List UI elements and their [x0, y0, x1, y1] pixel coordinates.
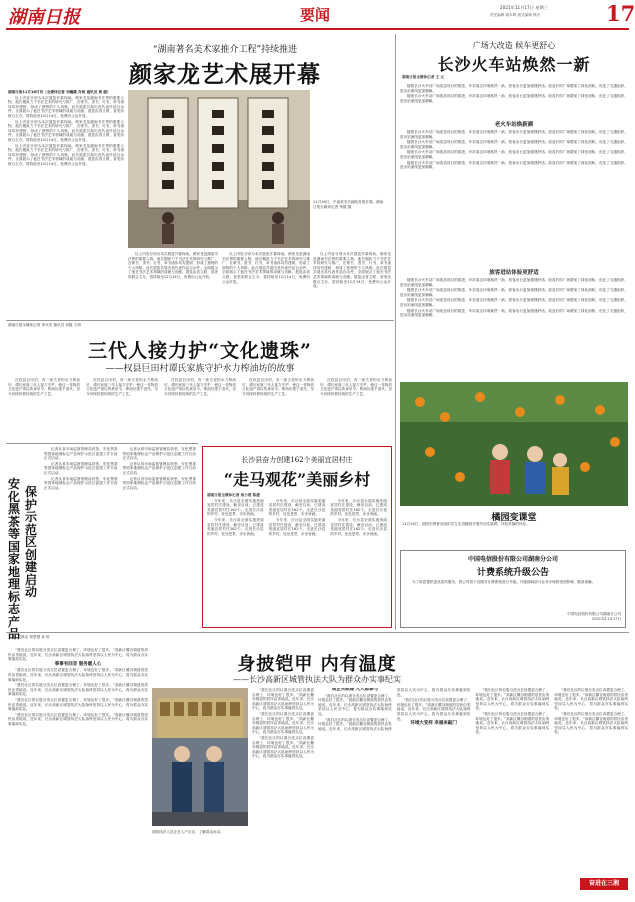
heritage-headline: 三代人接力护“文化遗珠” [88, 340, 312, 362]
editor-credits: 责任编辑 姚本辉 版式编辑 熊可 [490, 13, 541, 17]
section-divider-2 [6, 443, 198, 444]
masthead-rule [6, 28, 629, 30]
art-body-text: 以上内容分别为本次展览开幕现场。颜家龙是湖南书法界的重要人物，他长期致力于书法艺术的研究与推广，在篆书、隶书、行书、草书诸体均有建树，形成了独特的个人风格。此次展览共展出其代表作品百余件，全面展示了他在书法艺术领域的成就与贡献。展览由省文联、省美协联合主办，将持续至12月14日，免费向公众开放。 [8, 95, 124, 118]
art-headline: 颜家龙艺术展开幕 [129, 61, 321, 88]
art-body-text-5: 以上内容分别为本次展览开幕现场。颜家龙是湖南书法界的重要人物，他长期致力于书法艺术的研究与推广，在篆书、隶书、行书、草书诸体均有建树，形成了独特的个人风格。此次展览共展出其代表作品百余件，全面展示了他在书法艺术领域的成就与贡献。展览由省文联、省美协联合主办，将持续至12月14日，免费向公众开放。 [222, 252, 310, 284]
law-body-text-15: “我们社区的垃圾分类点位设置更合理了，环境也好了很多。”高新区麓谷街道的居民由衷地说。近年来，长沙高新区城管执法大队始终坚持以人民为中心，将为群众办实事落到实处。 [554, 711, 628, 735]
exhibition-gallery-image [128, 90, 310, 248]
notice-body-text: 为了给您提供更优质的服务，我公司将于近期对计费系统进行升级。升级期间部分业务办理将受到影响，敬请谅解。 [412, 580, 596, 584]
train-headline: 长沙火车站焕然一新 [437, 55, 591, 74]
tourism-headline: “走马观花”美丽乡村 [223, 470, 371, 489]
heritage-body-text: 在权县巨田村，有一座古老的水力榨油坊，谭氏家族三代人接力守护，使这一非物质文化遗产得以传承至今。榨油坊建于清代，至今仍保持着传统的生产工艺。 [8, 378, 80, 396]
art-body-text-4: 以上内容分别为本次展览开幕现场。颜家龙是湖南书法界的重要人物，他长期致力于书法艺术的研究与推广，在篆书、隶书、行书、草书诸体均有建树，形成了独特的个人风格。此次展览共展出其代表作品百余件，全面展示了他在书法艺术领域的成就与贡献。展览由省文联、省美协联合主办，将持续至12月14日，免费向公众开放。 [128, 252, 218, 279]
geo-body-text-4: 记者从省市场监督管理局获悉，安化黑茶等国家地理标志产品保护示范区创建工作日前正式启动。 [122, 447, 196, 461]
art-body-col1 [8, 90, 124, 318]
train-kicker: 广场大改造 候车更舒心 [472, 41, 556, 50]
art-byline: 湖南日报11月16日讯（全媒体记者 刘瀚潇 肖杨 通讯员 黄 蔚） [8, 90, 111, 94]
tourism-body-text: 今年来，长沙县全面实施美丽宜居村庄建设，截至目前，已建成美丽宜居村庄162个。走进长沙县的乡村，处处是景，步步皆画。 [207, 498, 264, 517]
law-body-text-5: “我们社区的垃圾分类点位设置更合理了，环境也好了很多。”高新区麓谷街道的居民由衷地说。近年来，长沙高新区城管执法大队始终坚持以人民为中心，将为群众办实事落到实处。 [8, 712, 148, 726]
train-body-2 [400, 130, 628, 222]
law-body-text-6: “我们社区的垃圾分类点位设置更合理了，环境也好了很多。”高新区麓谷街道的居民由衷地说。近年来，长沙高新区城管执法大队始终坚持以人民为中心，将为群众办实事落到实处。 [252, 688, 314, 711]
art-body-col2 [128, 252, 218, 318]
law-body-mid [252, 688, 314, 894]
law-body-text: “我们社区的垃圾分类点位设置更合理了，环境也好了很多。”高新区麓谷街道的居民由衷地说。近年来，长沙高新区城管执法大队始终坚持以人民为中心，将为群众办实事落到实处。 [8, 648, 148, 662]
art-photo [128, 90, 310, 248]
train-byline: 湖南日报全媒体记者 王 元 [402, 75, 445, 79]
train-body-text-2: 随着长沙火车站广场改造项目的推进，车站周边环境焕然一新，旅客出行更加便捷舒适。改造后的广场增加了绿化面积，优化了交通组织，进出站流线更加顺畅。 [400, 94, 628, 103]
train-body-text-9: 随着长沙火车站广场改造项目的推进，车站周边环境焕然一新，旅客出行更加便捷舒适。改造后的广场增加了绿化面积，优化了交通组织，进出站流线更加顺畅。 [400, 298, 628, 307]
train-body-text-10: 随着长沙火车站广场改造项目的推进，车站周边环境焕然一新，旅客出行更加便捷舒适。改造后的广场增加了绿化面积，优化了交通组织，进出站流线更加顺畅。 [400, 308, 628, 318]
train-body-1 [400, 84, 628, 116]
notice-title: 计费系统升级公告 [476, 568, 549, 578]
geo-body-text-6: 记者从省市场监督管理局获悉，安化黑茶等国家地理标志产品保护示范区创建工作日前正式启动。 [122, 476, 196, 490]
page-number: 17 [606, 1, 635, 26]
heritage-body-text-3: 在权县巨田村，有一座古老的水力榨油坊，谭氏家族三代人接力守护，使这一非物质文化遗产得以传承至今。榨油坊建于清代，至今仍保持着传统的生产工艺。 [164, 378, 236, 396]
law-body-text-7: “我们社区的垃圾分类点位设置更合理了，环境也好了很多。”高新区麓谷街道的居民由衷地说。近年来，长沙高新区城管执法大队始终坚持以人民为中心，将为群众办实事落到实处。 [252, 711, 314, 735]
law-enforcement-image [152, 688, 248, 826]
law-body-text-11: “我们社区的垃圾分类点位设置更合理了，环境也好了很多。”高新区麓谷街道的居民由衷地说。近年来，长沙高新区城管执法大队始终坚持以人民为中心，将为群众办实事落到实处。 [396, 698, 471, 721]
geo-body [44, 447, 196, 627]
geo-headline-vertical-1: 安化黑茶等国家地理标志产品 [8, 477, 21, 641]
section-divider [6, 320, 394, 321]
geo-body-text-2: 记者从省市场监督管理局获悉，安化黑茶等国家地理标志产品保护示范区创建工作日前正式启动。 [44, 461, 118, 475]
law-body-text-3: “我们社区的垃圾分类点位设置更合理了，环境也好了很多。”高新区麓谷街道的居民由衷地说。近年来，长沙高新区城管执法大队始终坚持以人民为中心，将为群众办实事落到实处。 [8, 683, 148, 697]
law-body-text-9: “我们社区的垃圾分类点位设置更合理了，环境也好了很多。”高新区麓谷街道的居民由衷地说。近年来，长沙高新区城管执法大队始终坚持以人民为中心，将为群众办实事落到实处。 [318, 693, 392, 716]
masthead [0, 0, 635, 32]
train-body-text-8: 随着长沙火车站广场改造项目的推进，车站周边环境焕然一新，旅客出行更加便捷舒适。改造后的广场增加了绿化面积，优化了交通组织，进出站流线更加顺畅。 [400, 288, 628, 297]
art-body-col3 [222, 252, 310, 318]
tourism-body [203, 498, 391, 620]
tourism-kicker: 长沙县奋力创建162个美丽宜居村庄 [241, 456, 353, 464]
tourism-body-text-6: 今年来，长沙县全面实施美丽宜居村庄建设，截至目前，已建成美丽宜居村庄162个。走进长沙县的乡村，处处是景，步步皆画。 [330, 517, 387, 536]
law-body-text-10: “我们社区的垃圾分类点位设置更合理了，环境也好了很多。”高新区麓谷街道的居民由衷地说。近年来，长沙高新区城管执法大队始终坚持以人民为中心，将为群众办实事落到实处。 [318, 688, 471, 731]
train-body-text-7: 随着长沙火车站广场改造项目的推进，车站周边环境焕然一新，旅客出行更加便捷舒适。改造后的广场增加了绿化面积，优化了交通组织，进出站流线更加顺畅。 [400, 278, 628, 287]
tourism-body-text-2: 今年来，长沙县全面实施美丽宜居村庄建设，截至目前，已建成美丽宜居村庄162个。走进长沙县的乡村，处处是景，步步皆画。 [207, 517, 264, 536]
geo-body-text-5: 记者从省市场监督管理局获悉，安化黑茶等国家地理标志产品保护示范区创建工作日前正式启动。 [122, 461, 196, 475]
notice-body [401, 578, 625, 612]
geo-body-text-3: 记者从省市场监督管理局获悉，安化黑茶等国家地理标志产品保护示范区创建工作日前正式启动。 [44, 476, 118, 490]
tourism-body-text-3: 今年来，长沙县全面实施美丽宜居村庄建设，截至目前，已建成美丽宜居村庄162个。走进长沙县的乡村，处处是景，步步皆画。 [268, 498, 326, 517]
law-body-text-8: “我们社区的垃圾分类点位设置更合理了，环境也好了很多。”高新区麓谷街道的居民由衷地说。近年来，长沙高新区城管执法大队始终坚持以人民为中心，将为群众办实事落到实处。 [252, 735, 314, 759]
orchard-photo [400, 382, 628, 506]
notice-company: 中国电信股份有限公司湖南分公司 [467, 556, 558, 563]
orchard-image [400, 382, 628, 506]
train-body-text: 随着长沙火车站广场改造项目的推进，车站周边环境焕然一新，旅客出行更加便捷舒适。改造后的广场增加了绿化面积，优化了交通组织，进出站流线更加顺畅。 [400, 84, 628, 93]
tourism-body-text-5: 今年来，长沙县全面实施美丽宜居村庄建设，截至目前，已建成美丽宜居村庄162个。走进长沙县的乡村，处处是景，步步皆画。 [330, 498, 387, 517]
heritage-body-text-2: 在权县巨田村，有一座古老的水力榨油坊，谭氏家族三代人接力守护，使这一非物质文化遗产得以传承至今。榨油坊建于清代，至今仍保持着传统的生产工艺。 [86, 378, 158, 396]
art-body-text-6: 以上内容分别为本次展览开幕现场。颜家龙是湖南书法界的重要人物，他长期致力于书法艺术的研究与推广，在篆书、隶书、行书、草书诸体均有建树，形成了独特的个人风格。此次展览共展出其代表作品百余件，全面展示了他在书法艺术领域的成就与贡献。展览由省文联、省美协联合主办，将持续至12月14日，免费向公众开放。 [313, 252, 391, 289]
train-subhead-2: 旅客进站体验更舒适 [489, 270, 539, 276]
geo-headline-vertical-2: 保护示范区创建启动 [25, 485, 38, 599]
law-photo [152, 688, 248, 826]
tourism-feature-box [202, 446, 392, 628]
orchard-photo-title: 橘园变课堂 [491, 513, 537, 523]
tourism-body-text-4: 今年来，长沙县全面实施美丽宜居村庄建设，截至目前，已建成美丽宜居村庄162个。走进长沙县的乡村，处处是景，步步皆画。 [268, 517, 326, 536]
newspaper-logo: 湖南日报 [8, 7, 80, 28]
law-body-text-13: “我们社区的垃圾分类点位设置更合理了，环境也好了很多。”高新区麓谷街道的居民由衷地说。近年来，长沙高新区城管执法大队始终坚持以人民为中心，将为群众办实事落到实处。 [475, 711, 550, 735]
heritage-body-text-5: 在权县巨田村，有一座古老的水力榨油坊，谭氏家族三代人接力守护，使这一非物质文化遗产得以传承至今。榨油坊建于清代，至今仍保持着传统的生产工艺。 [320, 378, 392, 396]
art-photo-caption: 11月16日，中南美术书画院首展开幕。湖南日报全媒体记者 李健 摄 [313, 200, 384, 209]
law-photo-caption: 城管执法人员正在入户走访，了解群众诉求。 [152, 830, 224, 834]
law-headline: 身披铠甲 内有温度 [237, 654, 397, 675]
law-subhead-1: 事事有回音 服务暖人心 [54, 661, 102, 667]
law-body-text-12: “我们社区的垃圾分类点位设置更合理了，环境也好了很多。”高新区麓谷街道的居民由衷地说。近年来，长沙高新区城管执法大队始终坚持以人民为中心，将为群众办实事落到实处。 [475, 688, 550, 711]
train-body-text-3: 随着长沙火车站广场改造项目的推进，车站周边环境焕然一新，旅客出行更加便捷舒适。改造后的广场增加了绿化面积，优化了交通组织，进出站流线更加顺畅。 [400, 130, 628, 139]
heritage-body-text-4: 在权县巨田村，有一座古老的水力榨油坊，谭氏家族三代人接力守护，使这一非物质文化遗产得以传承至今。榨油坊建于清代，至今仍保持着传统的生产工艺。 [242, 378, 314, 396]
law-subtitle: ——长沙高新区城管执法大队为群众办实事纪实 [233, 675, 401, 684]
footer-tag: 奋进在三湘 [580, 878, 628, 890]
notice-signer: 中国电信股份有限公司湖南分公司 [567, 612, 621, 616]
heritage-subtitle: ——权县巨田村谭氏家族守护水力榨油坊的故事 [105, 364, 295, 374]
heritage-byline: 湖南日报全媒体记者 李永亮 通讯员 刘磊 王明 [8, 323, 81, 327]
heritage-body [8, 378, 392, 440]
column-divider [395, 34, 396, 630]
tourism-byline: 湖南日报全媒体记者 周小燕 陈捷 [207, 493, 260, 497]
section-title: 要闻 [300, 6, 331, 24]
train-body-text-5: 随着长沙火车站广场改造项目的推进，车站周边环境焕然一新，旅客出行更加便捷舒适。改造后的广场增加了绿化面积，优化了交通组织，进出站流线更加顺畅。 [400, 150, 628, 159]
notice-date: 2021年11月17日 [591, 616, 621, 621]
art-body-col4 [313, 252, 391, 318]
law-body-text-2: “我们社区的垃圾分类点位设置更合理了，环境也好了很多。”高新区麓谷街道的居民由衷地说。近年来，长沙高新区城管执法大队始终坚持以人民为中心，将为群众办实事落到实处。 [8, 668, 148, 682]
law-body-right [318, 688, 628, 868]
section-divider-3 [6, 632, 629, 633]
art-kicker: “湖南著名美术家推介工程”持续推进 [152, 45, 298, 55]
law-subhead-3: 环境大变样 幸福来敲门 [410, 721, 457, 727]
law-byline: 王 斌 袁维克 郑梦慧 孙 恒 [8, 635, 50, 639]
art-body-text-2: 以上内容分别为本次展览开幕现场。颜家龙是湖南书法界的重要人物，他长期致力于书法艺术的研究与推广，在篆书、隶书、行书、草书诸体均有建树，形成了独特的个人风格。此次展览共展出其代表作品百余件，全面展示了他在书法艺术领域的成就与贡献。展览由省文联、省美协联合主办，将持续至12月14日，免费向公众开放。 [8, 119, 124, 142]
issue-date: 2021年11月17日 星期三 [500, 5, 548, 10]
law-body-text-4: “我们社区的垃圾分类点位设置更合理了，环境也好了很多。”高新区麓谷街道的居民由衷地说。近年来，长沙高新区城管执法大队始终坚持以人民为中心，将为群众办实事落到实处。 [8, 697, 148, 712]
geo-body-text: 记者从省市场监督管理局获悉，安化黑茶等国家地理标志产品保护示范区创建工作日前正式启动。 [44, 447, 118, 461]
train-subhead-1: 老火车站焕新颜 [494, 122, 534, 128]
law-body-left [8, 648, 148, 894]
train-body-3 [400, 278, 628, 374]
orchard-photo-caption: 11月16日，浏阳市教育局组织学生走进橘园开展劳动实践课，体验采摘的快乐。 [402, 522, 530, 526]
law-subhead-2: 城企共联建 人人都参与 [331, 688, 379, 692]
train-body-text-4: 随着长沙火车站广场改造项目的推进，车站周边环境焕然一新，旅客出行更加便捷舒适。改造后的广场增加了绿化面积，优化了交通组织，进出站流线更加顺畅。 [400, 140, 628, 149]
train-body-text-6: 随着长沙火车站广场改造项目的推进，车站周边环境焕然一新，旅客出行更加便捷舒适。改造后的广场增加了绿化面积，优化了交通组织，进出站流线更加顺畅。 [400, 160, 628, 170]
law-body-text-14: “我们社区的垃圾分类点位设置更合理了，环境也好了很多。”高新区麓谷街道的居民由衷地说。近年来，长沙高新区城管执法大队始终坚持以人民为中心，将为群众办实事落到实处。 [554, 688, 628, 711]
art-body-text-3: 以上内容分别为本次展览开幕现场。颜家龙是湖南书法界的重要人物，他长期致力于书法艺术的研究与推广，在篆书、隶书、行书、草书诸体均有建树，形成了独特的个人风格。此次展览共展出其代表作品百余件，全面展示了他在书法艺术领域的成就与贡献。展览由省文联、省美协联合主办，将持续至12月14日，免费向公众开放。 [8, 143, 124, 166]
notice-box [400, 550, 626, 628]
